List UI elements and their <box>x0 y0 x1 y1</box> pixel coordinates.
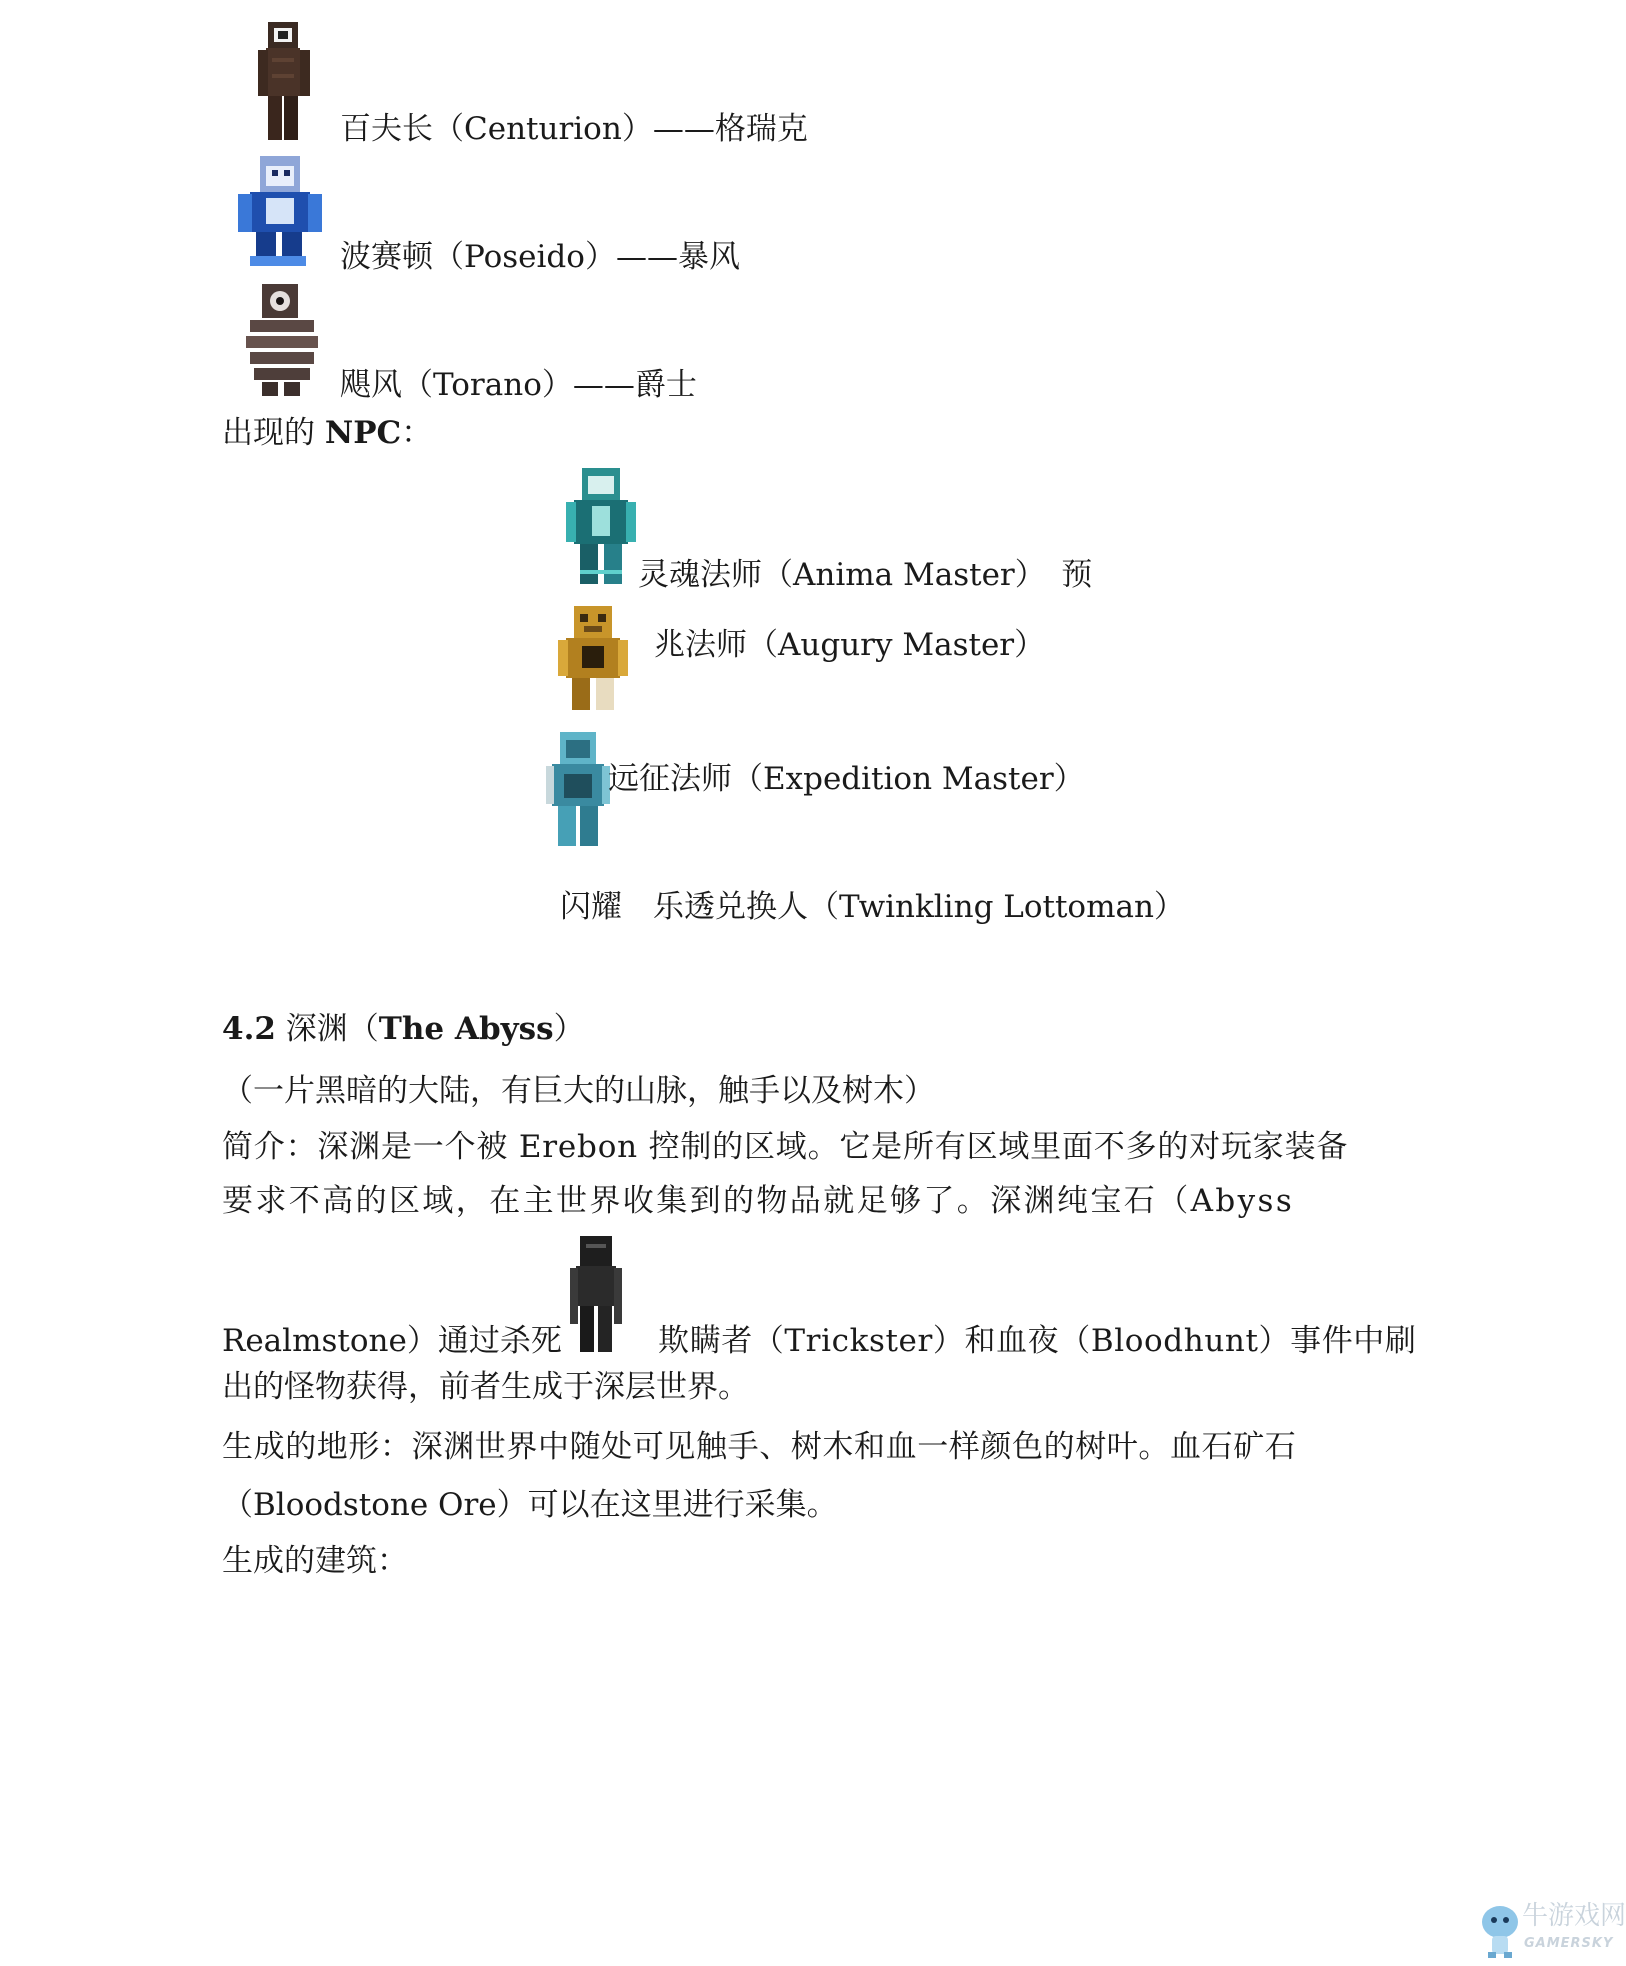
anima-master-sprite-icon <box>566 466 636 586</box>
boss-poseido-label: 波赛顿（Poseido）——暴风 <box>340 239 740 275</box>
npc-expedition-master-label: 远征法师（Expedition Master） <box>608 761 1085 797</box>
npc-heading-suffix: ： <box>401 415 433 451</box>
intro-line-2: 要求不高的区域，在主世界收集到的物品就足够了。深渊纯宝石（Abyss <box>222 1183 1295 1219</box>
section-title-cn: 深渊（ <box>275 1011 379 1047</box>
gamersky-mascot-icon <box>1478 1902 1522 1960</box>
npc-heading-prefix: 出现的 <box>222 415 325 451</box>
torano-sprite-icon <box>244 282 320 398</box>
boss-centurion-label: 百夫长（Centurion）——格瑞克 <box>340 111 808 147</box>
npc-augury-master-label: 兆法师（Augury Master） <box>654 627 1046 663</box>
terrain-line-2: （Bloodstone Ore）可以在这里进行采集。 <box>222 1487 838 1523</box>
watermark-en: GAMERSKY <box>1524 1936 1614 1951</box>
section-heading <box>222 1010 585 1048</box>
section-title-en: The Abyss <box>378 1011 554 1047</box>
npc-twinkling-lottoman-label: 闪耀 乐透兑换人（Twinkling Lottoman） <box>560 889 1185 925</box>
watermark-cn: 牛游戏网 <box>1522 1901 1626 1931</box>
poseido-sprite-icon <box>236 154 324 270</box>
intro-line-1: 简介：深渊是一个被 Erebon 控制的区域。它是所有区域里面不多的对玩家装备 <box>222 1129 1349 1165</box>
terrain-line-1: 生成的地形：深渊世界中随处可见触手、树木和血一样颜色的树叶。血石矿石 <box>222 1429 1297 1465</box>
gamersky-watermark <box>1478 1898 1626 1966</box>
expedition-master-sprite-icon <box>546 730 610 848</box>
boss-torano-label: 飓风（Torano）——爵士 <box>340 367 697 403</box>
section-number: 4.2 <box>222 1011 276 1047</box>
npc-anima-master-label: 灵魂法师（Anima Master） 预 <box>638 557 1093 593</box>
section-subtitle: （一片黑暗的大陆，有巨大的山脉，触手以及树木） <box>222 1073 935 1109</box>
trickster-sprite-icon <box>570 1236 622 1354</box>
npc-heading <box>222 414 432 452</box>
intro-line-3a: Realmstone）通过杀死 <box>222 1323 562 1359</box>
buildings-line: 生成的建筑： <box>222 1543 408 1579</box>
intro-line-3b: 欺瞒者（Trickster）和血夜（Bloodhunt）事件中刷 <box>658 1323 1417 1359</box>
section-title-close: ） <box>553 1011 585 1047</box>
intro-line-4: 出的怪物获得，前者生成于深层世界。 <box>222 1369 749 1405</box>
npc-heading-bold: NPC <box>324 415 402 451</box>
augury-master-sprite-icon <box>556 604 632 714</box>
centurion-sprite-icon <box>256 22 312 142</box>
